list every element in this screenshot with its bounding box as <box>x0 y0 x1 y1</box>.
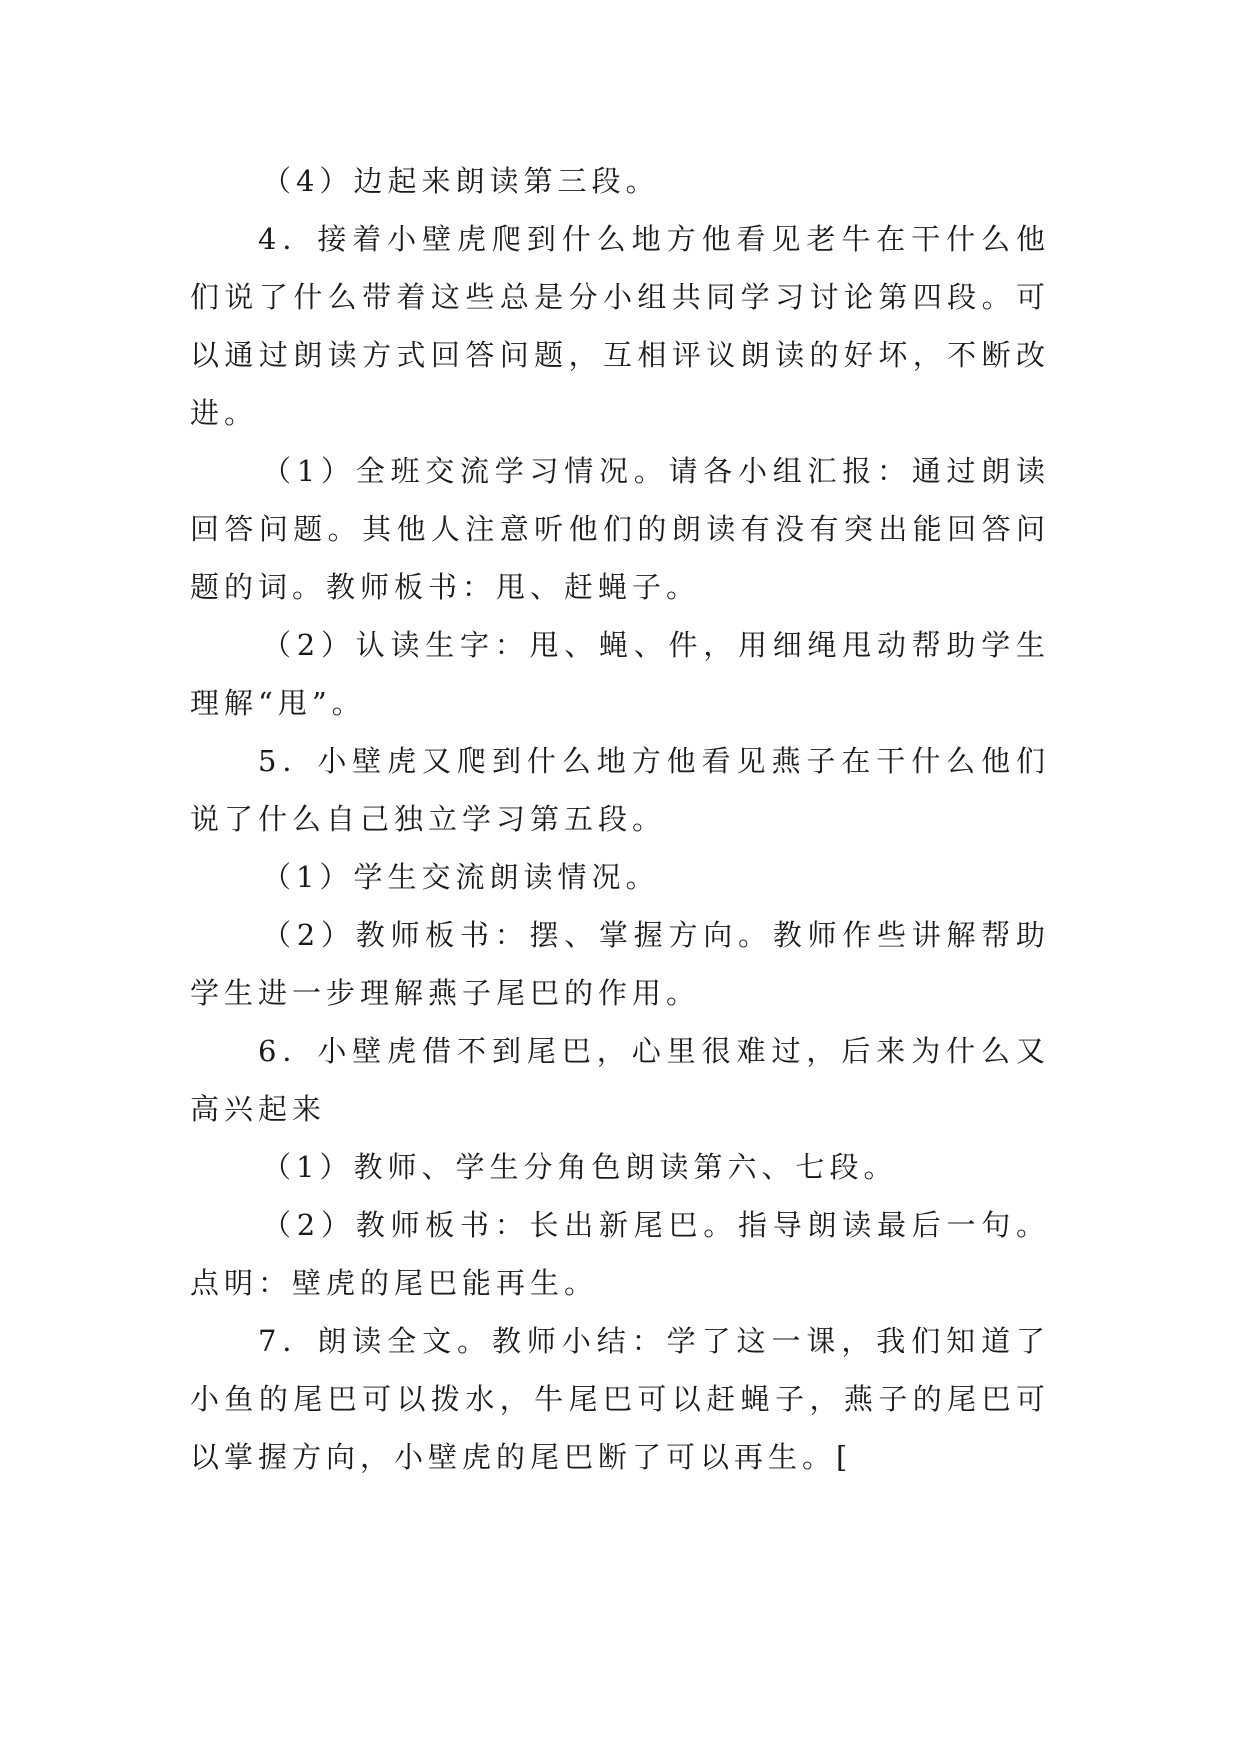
paragraph-step-6: 6．小壁虎借不到尾巴，心里很难过，后来为什么又高兴起来 <box>190 1034 1050 1126</box>
paragraph-step-7: 7．朗读全文。教师小结：学了这一课，我们知道了小鱼的尾巴可以拨水，牛尾巴可以赶蝇子，燕子的尾巴可以掌握方向，小壁虎的尾巴断了可以再生。[ <box>190 1324 1050 1474</box>
paragraph-step-6-1: （1）教师、学生分角色朗读第六、七段。 <box>262 1150 898 1184</box>
paragraph-step-4-1: （1）全班交流学习情况。请各小组汇报：通过朗读回答问题。其他人注意听他们的朗读有没有突出能回答问题的词。教师板书：甩、赶蝇子。 <box>190 454 1050 604</box>
document-body <box>190 152 1050 1486</box>
paragraph-step-5-2: （2）教师板书：摆、掌握方向。教师作些讲解帮助学生进一步理解燕子尾巴的作用。 <box>190 918 1050 1010</box>
paragraph-step-4: 4．接着小壁虎爬到什么地方他看见老牛在干什么他们说了什么带着这些总是分小组共同学习讨论第四段。可以通过朗读方式回答问题，互相评议朗读的好坏，不断改进。 <box>190 222 1050 430</box>
paragraph-step-3-4: （4）边起来朗读第三段。 <box>262 164 660 198</box>
paragraph-step-5-1: （1）学生交流朗读情况。 <box>262 860 660 894</box>
paragraph-step-4-2: （2）认读生字：甩、蝇、件，用细绳甩动帮助学生理解“甩”。 <box>190 628 1050 720</box>
paragraph-step-5: 5．小壁虎又爬到什么地方他看见燕子在干什么他们说了什么自己独立学习第五段。 <box>190 744 1050 836</box>
paragraph-step-6-2: （2）教师板书：长出新尾巴。指导朗读最后一句。点明：壁虎的尾巴能再生。 <box>190 1208 1050 1300</box>
